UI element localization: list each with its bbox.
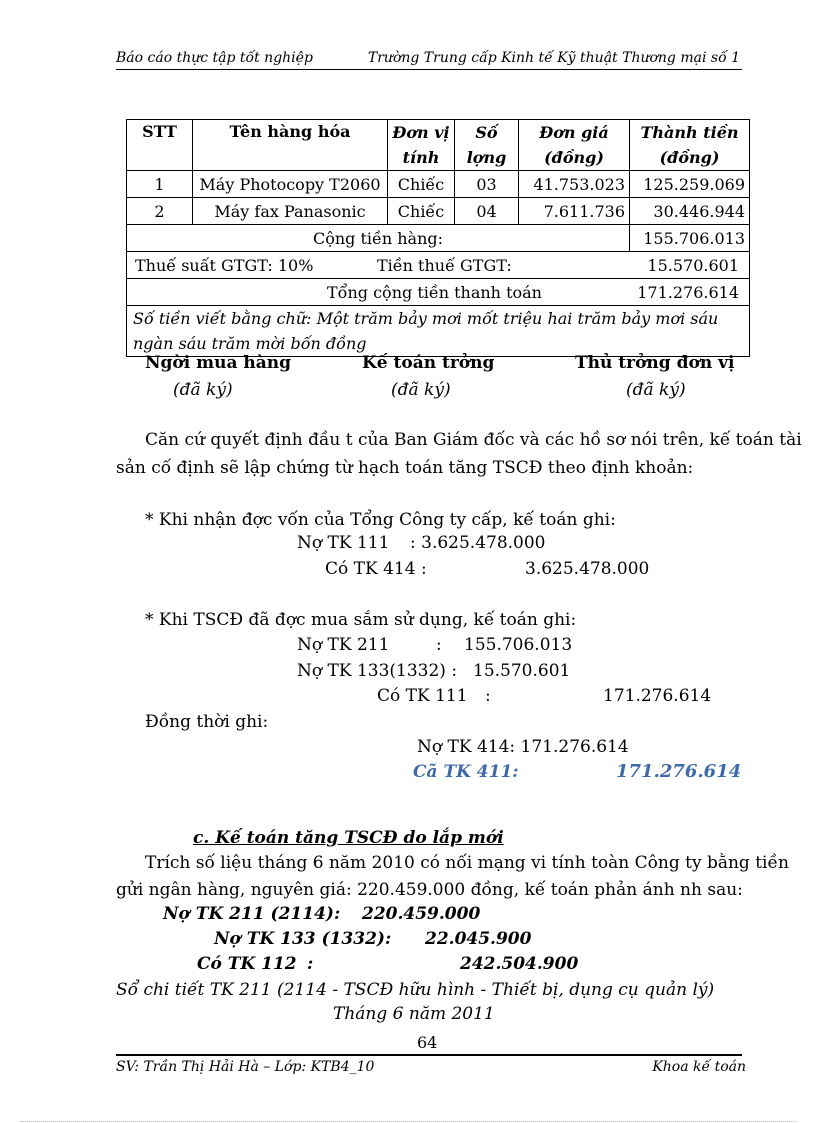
vat-row xyxy=(127,252,750,279)
header-right: Trường Trung cấp Kinh tế Kỹ thuật Thương mại số 1 xyxy=(367,50,740,66)
entry2-credit-value: 171.276.614 xyxy=(603,686,712,706)
concurrent-debit: Nợ TK 414: 171.276.614 xyxy=(417,737,629,757)
vat-rate-label: Thuế suất GTGT: 10% xyxy=(135,256,314,275)
entry1-heading: * Khi nhận đợc vốn của Tổng Công ty cấp, kế toán ghi: xyxy=(145,510,616,530)
footer-rule xyxy=(116,1054,742,1056)
para1-line2: sản cố định sẽ lập chứng từ hạch toán tăng TSCĐ theo định khoản: xyxy=(116,458,694,478)
total-row xyxy=(127,279,750,306)
entry1-credit-account: Có TK 414 : xyxy=(325,559,427,579)
table-row xyxy=(127,171,750,198)
subtotal-row xyxy=(127,225,750,252)
entry2-heading: * Khi TSCĐ đã đợc mua sắm sử dụng, kế toán ghi: xyxy=(145,610,577,630)
entry1-debit-value: : 3.625.478.000 xyxy=(410,533,546,553)
table-header-row xyxy=(127,120,750,171)
section-c-entry1-account: Nợ TK 211 (2114): xyxy=(163,904,341,924)
entry1-debit-account: Nợ TK 111 xyxy=(297,533,390,553)
signature-director-status: (đã ký) xyxy=(626,380,686,400)
vat-label: Tiền thuế GTGT: xyxy=(377,256,512,275)
cell-stt: 2 xyxy=(127,198,193,225)
entry2-debit1-account: Nợ TK 211 xyxy=(297,635,390,655)
total-label: Tổng cộng tiền thanh toán xyxy=(327,283,542,302)
header-price: Đơn giá (đồng) xyxy=(519,120,630,171)
entry2-credit-account: Có TK 111 xyxy=(377,686,468,706)
invoice-table xyxy=(126,119,750,357)
footer-right: Khoa kế toán xyxy=(652,1059,746,1075)
total-value: 171.276.614 xyxy=(637,283,739,302)
entry1-credit-value: 3.625.478.000 xyxy=(525,559,650,579)
concurrent-credit-value: 171.276.614 xyxy=(616,761,742,782)
section-c-entry2-account: Nợ TK 133 (1332): xyxy=(214,929,392,949)
vat-cell xyxy=(127,252,750,279)
header-qty: Số lợng xyxy=(455,120,519,171)
para1-line1: Căn cứ quyết định đầu t của Ban Giám đốc và các hồ sơ nói trên, kế toán tài xyxy=(145,430,802,450)
entry2-debit1-colon: : xyxy=(436,635,442,655)
section-c-entry3-value: 242.504.900 xyxy=(460,954,579,974)
subtotal-value: 155.706.013 xyxy=(630,225,750,252)
header-amount: Thành tiền (đồng) xyxy=(630,120,750,171)
ledger-title: Sổ chi tiết TK 211 (2114 - TSCĐ hữu hình - Thiết bị, dụng cụ quản lý) xyxy=(116,980,715,1000)
cell-stt: 1 xyxy=(127,171,193,198)
cell-name: Máy fax Panasonic xyxy=(193,198,388,225)
cell-name: Máy Photocopy T2060 xyxy=(193,171,388,198)
page-edge xyxy=(20,1121,796,1122)
section-c-entry3-colon: : xyxy=(307,954,314,974)
signature-buyer-status: (đã ký) xyxy=(173,380,233,400)
cell-price: 41.753.023 xyxy=(519,171,630,198)
section-c-para-line1: Trích số liệu tháng 6 năm 2010 có nối mạng vi tính toàn Công ty bằng tiền xyxy=(145,853,789,873)
header-unit: Đơn vị tính xyxy=(388,120,455,171)
cell-unit: Chiếc xyxy=(388,198,455,225)
header-rule xyxy=(116,69,742,70)
header-stt: STT xyxy=(127,120,193,171)
amount-in-words: Số tiền viết bằng chữ: Một trăm bảy mơi mốt triệu hai trăm bảy mơi sáu ngàn sáu trăm mời bốn đồng xyxy=(127,306,750,357)
header-left: Báo cáo thực tập tốt nghiệp xyxy=(116,50,313,66)
cell-qty: 03 xyxy=(455,171,519,198)
cell-unit: Chiếc xyxy=(388,171,455,198)
page-number: 64 xyxy=(417,1033,438,1052)
cell-amount: 125.259.069 xyxy=(630,171,750,198)
vat-value: 15.570.601 xyxy=(647,256,739,275)
entry2-credit-colon: : xyxy=(485,686,491,706)
footer-left: SV: Trần Thị Hải Hà – Lớp: KTB4_10 xyxy=(116,1059,375,1075)
entry2-debit2-value: 15.570.601 xyxy=(473,661,571,681)
ledger-period: Tháng 6 năm 2011 xyxy=(333,1004,495,1024)
concurrent-credit-account: Cã TK 411: xyxy=(413,762,519,782)
cell-amount: 30.446.944 xyxy=(630,198,750,225)
entry2-debit2-account: Nợ TK 133(1332) : xyxy=(297,661,458,681)
concurrent-label: Đồng thời ghi: xyxy=(145,712,269,732)
section-c-para-line2: gửi ngân hàng, nguyên giá: 220.459.000 đồng, kế toán phản ánh nh sau: xyxy=(116,880,743,900)
section-c-entry1-value: 220.459.000 xyxy=(362,904,481,924)
signature-buyer-title: Ngời mua hàng xyxy=(145,353,292,373)
cell-price: 7.611.736 xyxy=(519,198,630,225)
subtotal-label: Cộng tiền hàng: xyxy=(127,225,630,252)
signature-accountant-title: Kế toán trởng xyxy=(362,353,495,373)
table-row xyxy=(127,198,750,225)
entry2-debit1-value: 155.706.013 xyxy=(464,635,573,655)
section-c-entry2-value: 22.045.900 xyxy=(425,929,532,949)
section-c-title: c. Kế toán tăng TSCĐ do lắp mới xyxy=(193,828,504,848)
header-name: Tên hàng hóa xyxy=(193,120,388,171)
signature-accountant-status: (đã ký) xyxy=(391,380,451,400)
signature-director-title: Thủ trởng đơn vị xyxy=(575,353,735,373)
amount-in-words-row xyxy=(127,306,750,357)
total-cell xyxy=(127,279,750,306)
cell-qty: 04 xyxy=(455,198,519,225)
section-c-entry3-account: Có TK 112 xyxy=(197,954,297,974)
